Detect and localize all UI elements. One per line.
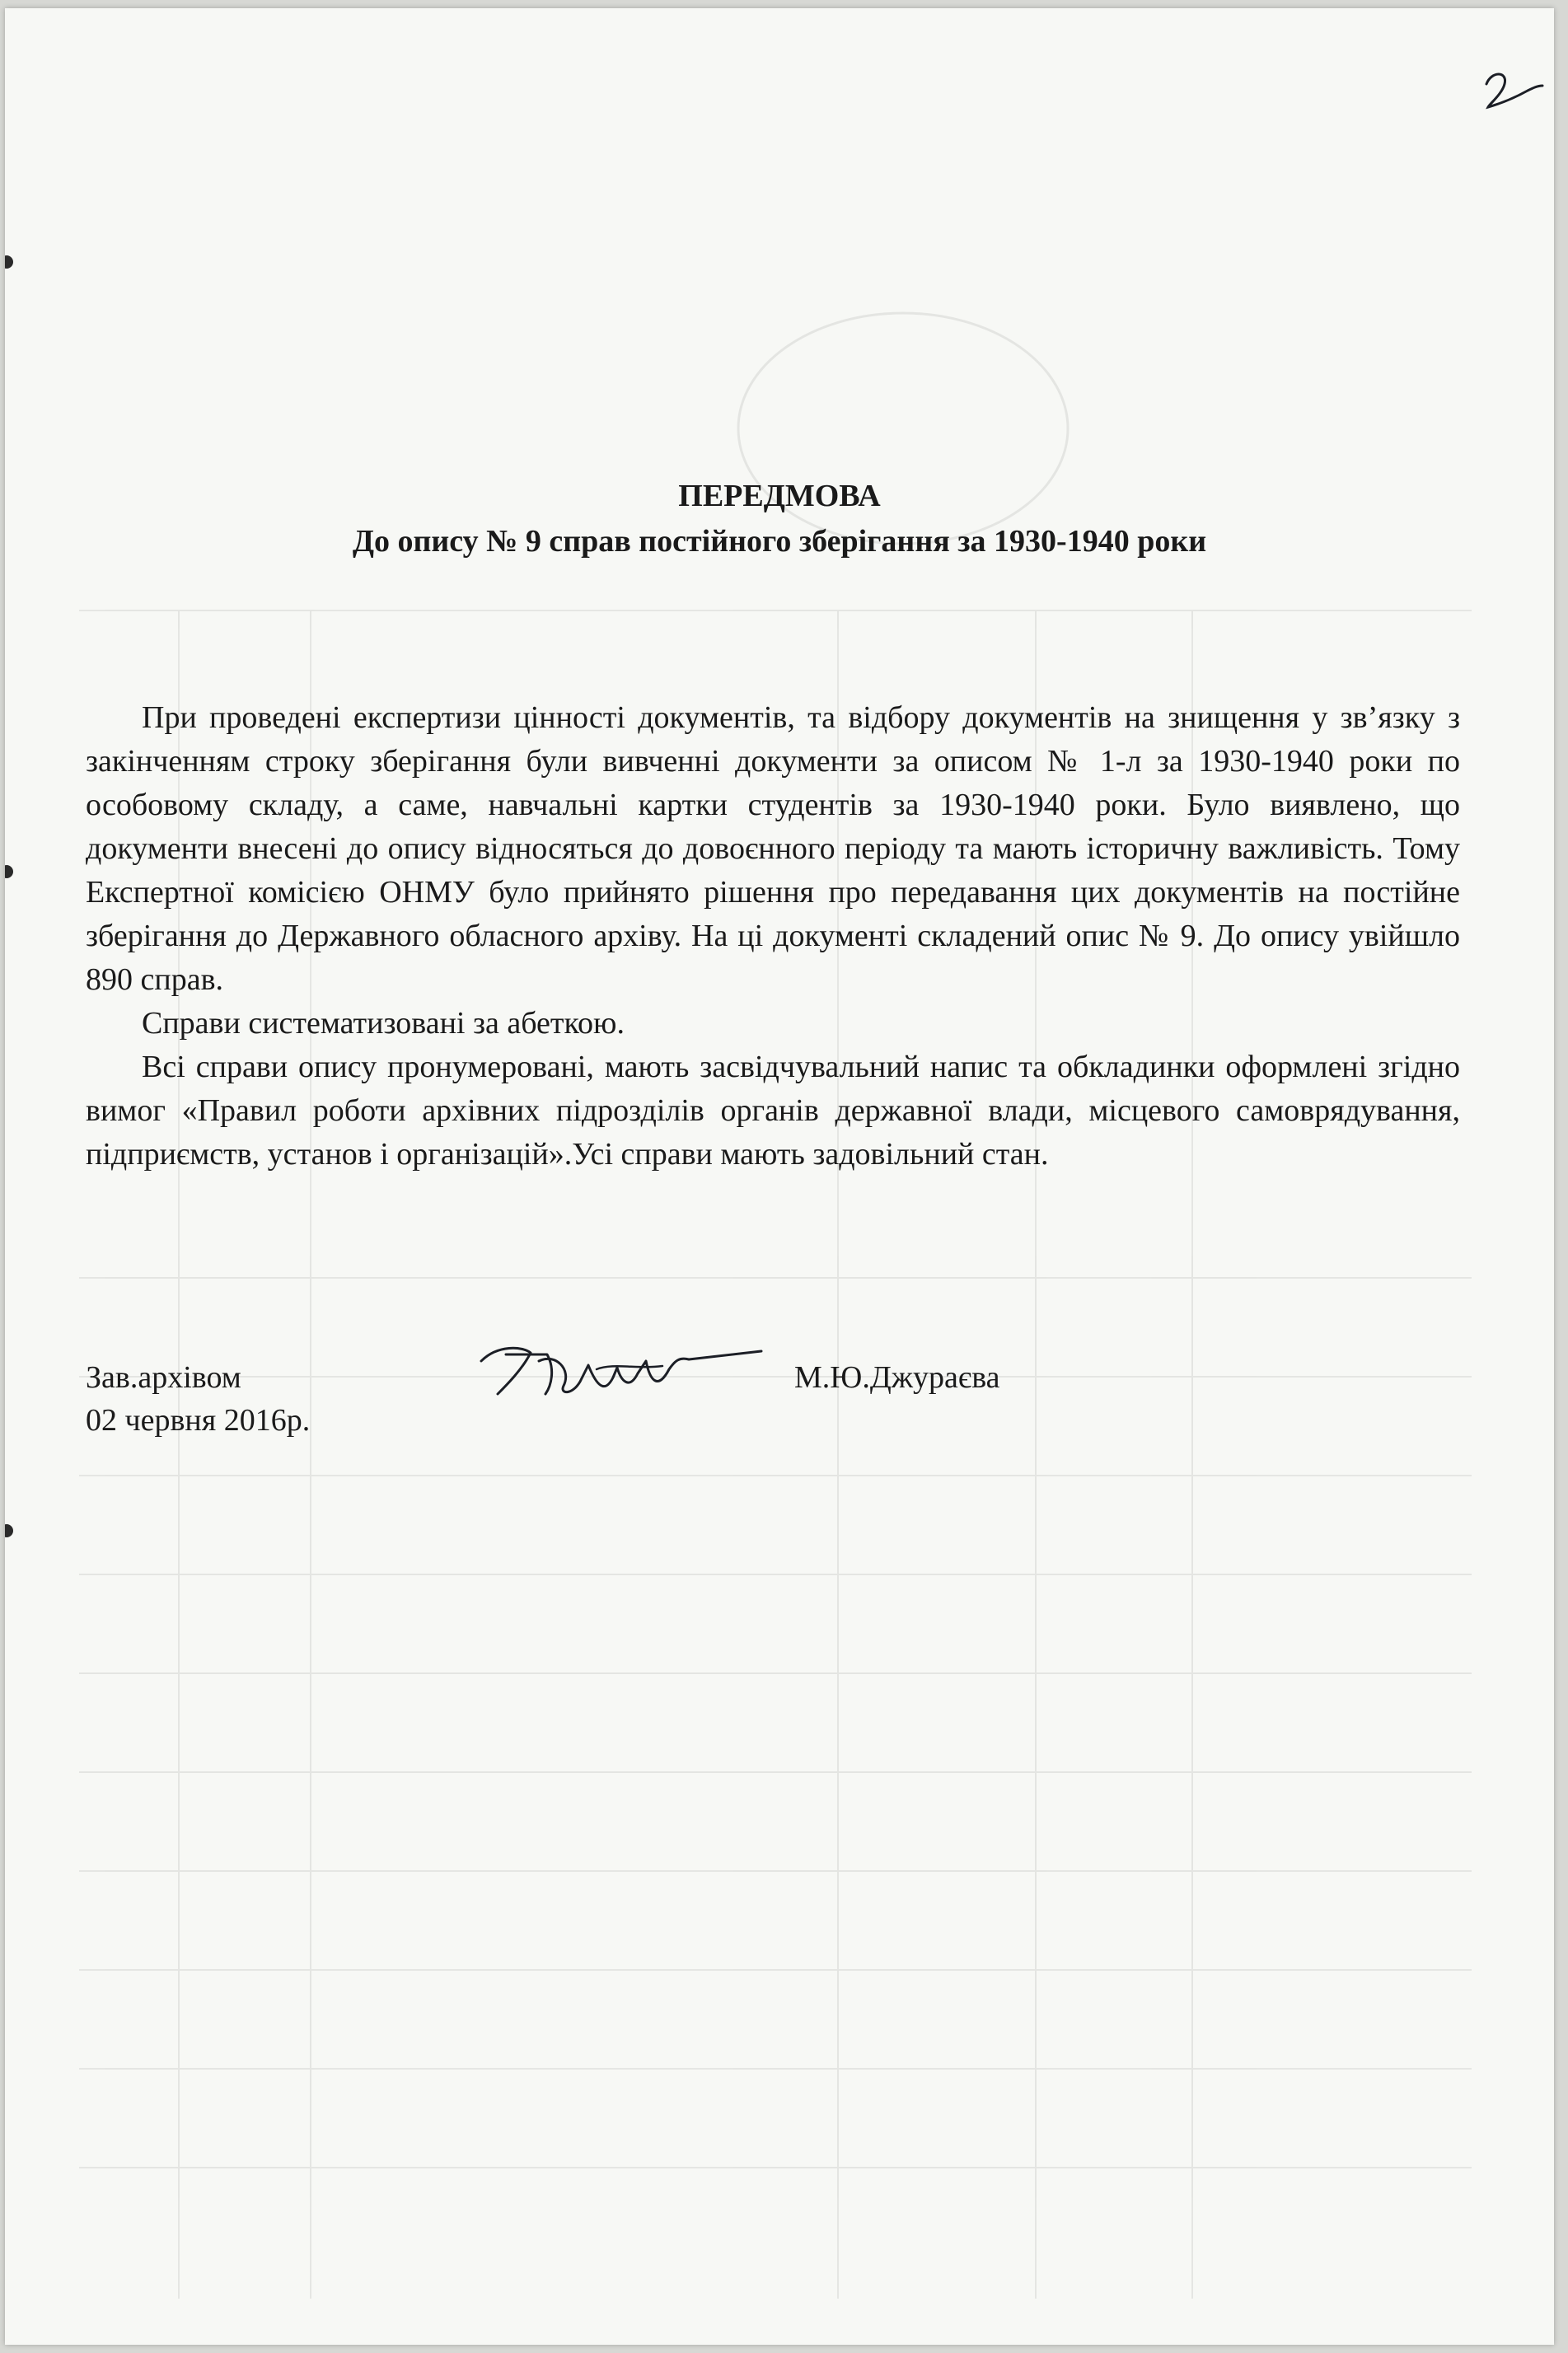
binder-hole [5,865,13,878]
binder-hole [5,255,13,269]
handwritten-page-number [1480,66,1546,115]
binder-hole [5,1524,13,1537]
document-subtitle: До опису № 9 справ постійного зберігання за 1930-1940 роки [352,524,1207,559]
signer-name: М.Ю.Джураєва [794,1360,1000,1395]
document-body [86,696,1460,1176]
paragraph: При проведені експертизи цінності документів, та відбору документів на знищення у зв’язку з закінченням строку зберігання були вивченні документи за описом № 1-л за 1930-1940 роки по особовому складу, а саме, навчальні картки студентів за 1930-1940 роки. Було виявлено, що документи внесені до опису відносяться до довоєнного періоду та мають історичну важливість. Тому Експертної комісією ОНМУ було прийнято рішення про передавання цих документів на постійне зберігання до Державного обласного архіву. На ці документі складений опис № 9. До опису увійшло 890 справ. [86,700,1460,997]
paragraph: Всі справи опису пронумеровані, мають засвідчувальний напис та обкладинки оформлені згідно вимог «Правил роботи архівних підрозділів органів державної влади, місцевого самоврядування, підприємств, установ і організацій».Усі справи мають задовільний стан. [86,1050,1460,1172]
signer-position: Зав.архівом [86,1360,241,1395]
show-through-background [5,8,1554,2345]
handwritten-signature [473,1336,770,1410]
document-page [5,8,1554,2345]
document-date: 02 червня 2016р. [86,1403,311,1438]
signature-block [86,1359,1486,1458]
document-title: ПЕРЕДМОВА [678,479,881,513]
paragraph: Справи систематизовані за абеткою. [142,1006,625,1041]
